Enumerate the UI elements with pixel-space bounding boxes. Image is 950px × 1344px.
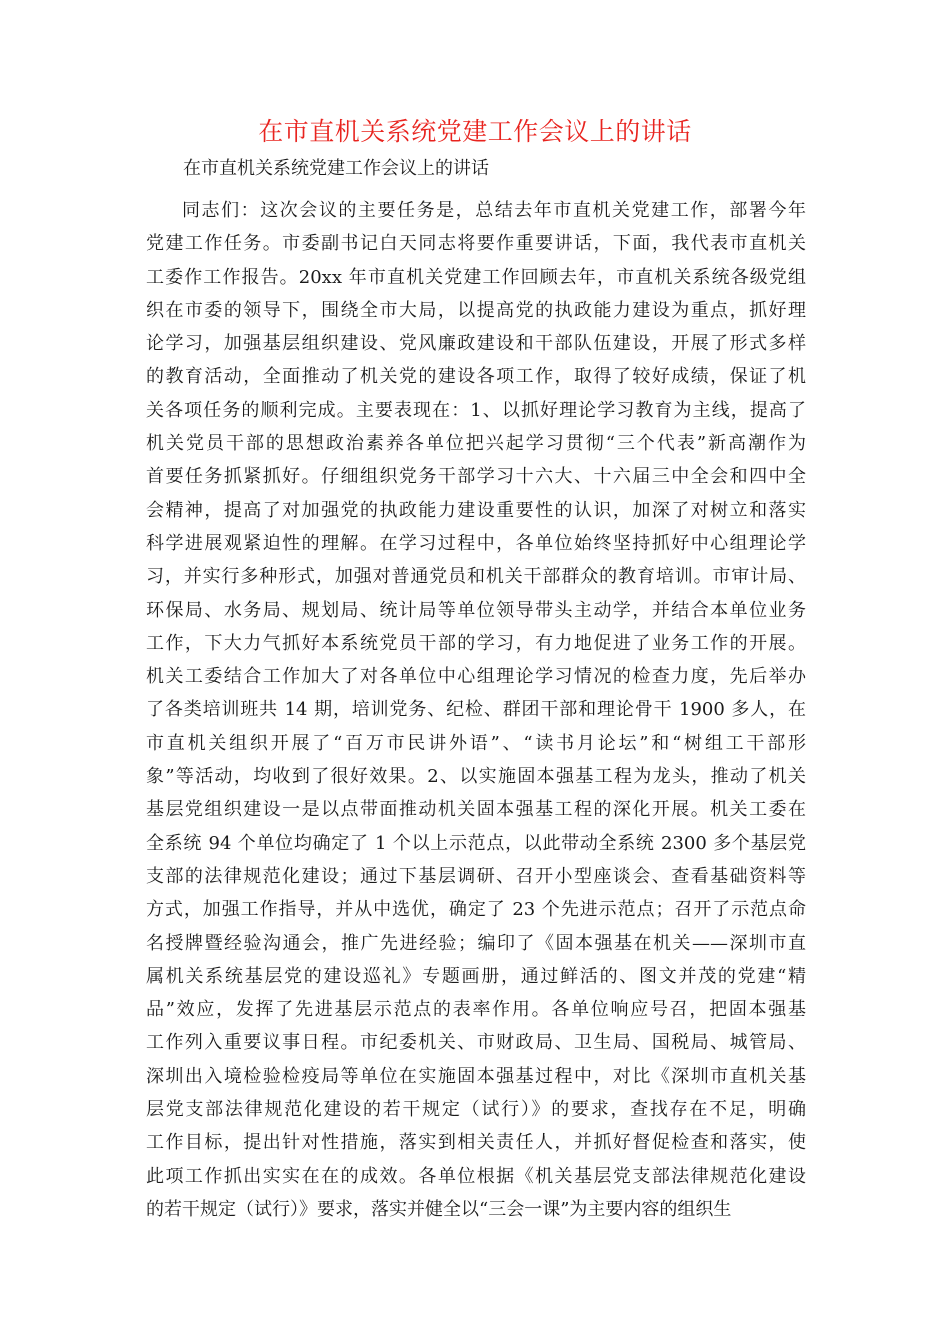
body-line: 会精神，提高了对加强党的执政能力建设重要性的认识，加深了对树立和落实 <box>146 499 806 521</box>
body-line: 方式，加强工作指导，并从中选优，确定了 23 个先进示范点；召开了示范点命 <box>146 899 806 921</box>
body-line: 了各类培训班共 14 期，培训党务、纪检、群团干部和理论骨干 1900 多人，在 <box>146 699 806 721</box>
body-line: 同志们：这次会议的主要任务是，总结去年市直机关党建工作，部署今年 <box>182 200 806 221</box>
body-line: 科学进展观紧迫性的理解。在学习过程中，各单位始终坚持抓好中心组理论学 <box>146 532 806 554</box>
body-line: 工作目标，提出针对性措施，落实到相关责任人，并抓好督促检查和落实，使 <box>146 1132 806 1154</box>
body-line: 品”效应，发挥了先进基层示范点的表率作用。各单位响应号召，把固本强基 <box>146 999 806 1021</box>
body-line: 此项工作抓出实实在在的成效。各单位根据《机关基层党支部法律规范化建设 <box>146 1165 806 1187</box>
body-line: 基层党组织建设一是以点带面推动机关固本强基工程的深化开展。机关工委在 <box>146 799 806 821</box>
body-line: 关各项任务的顺利完成。主要表现在：1、以抓好理论学习教育为主线，提高了 <box>146 399 806 421</box>
body-line: 工委作工作报告。20xx 年市直机关党建工作回顾去年，市直机关系统各级党组 <box>146 266 806 288</box>
body-line: 机关党员干部的思想政治素养各单位把兴起学习贯彻“三个代表”新高潮作为 <box>146 433 806 455</box>
body-line: 的教育活动，全面推动了机关党的建设各项工作，取得了较好成绩，保证了机 <box>146 366 806 388</box>
document-title: 在市直机关系统党建工作会议上的讲话 <box>258 117 692 146</box>
body-line: 的若干规定（试行）》要求，落实并健全以“三会一课”为主要内容的组织生 <box>146 1198 732 1220</box>
body-line: 象”等活动，均收到了很好效果。2、以实施固本强基工程为龙头，推动了机关 <box>146 766 806 788</box>
document-subtitle: 在市直机关系统党建工作会议上的讲话 <box>183 158 489 179</box>
body-line: 环保局、水务局、规划局、统计局等单位领导带头主动学，并结合本单位业务 <box>146 599 806 621</box>
body-line: 属机关系统基层党的建设巡礼》专题画册，通过鲜活的、图文并茂的党建“精 <box>146 965 806 987</box>
document-body <box>146 194 806 1226</box>
body-line: 支部的法律规范化建设；通过下基层调研、召开小型座谈会、查看基础资料等 <box>146 865 806 887</box>
body-line: 层党支部法律规范化建设的若干规定（试行）》的要求，查找存在不足，明确 <box>146 1099 806 1121</box>
body-line: 全系统 94 个单位均确定了 1 个以上示范点，以此带动全系统 2300 多个基层党 <box>146 832 806 854</box>
body-line: 机关工委结合工作加大了对各单位中心组理论学习情况的检查力度，先后举办 <box>146 666 806 688</box>
body-line: 首要任务抓紧抓好。仔细组织党务干部学习十六大、十六届三中全会和四中全 <box>146 466 806 488</box>
body-line: 论学习，加强基层组织建设、党风廉政建设和干部队伍建设，开展了形式多样 <box>146 333 806 355</box>
body-line: 名授牌暨经验沟通会，推广先进经验；编印了《固本强基在机关——深圳市直 <box>146 932 806 954</box>
body-line: 工作，下大力气抓好本系统党员干部的学习，有力地促进了业务工作的开展。 <box>146 632 806 654</box>
body-line: 工作列入重要议事日程。市纪委机关、市财政局、卫生局、国税局、城管局、 <box>146 1032 806 1054</box>
body-line: 市直机关组织开展了“百万市民讲外语”、“读书月论坛”和“树组工干部形 <box>146 732 806 754</box>
body-line: 深圳出入境检验检疫局等单位在实施固本强基过程中，对比《深圳市直机关基 <box>146 1065 806 1087</box>
body-line: 习，并实行多种形式，加强对普通党员和机关干部群众的教育培训。市审计局、 <box>146 566 806 588</box>
body-line: 党建工作任务。市委副书记白天同志将要作重要讲话，下面，我代表市直机关 <box>146 233 806 255</box>
body-line: 织在市委的领导下，围绕全市大局，以提高党的执政能力建设为重点，抓好理 <box>146 299 806 321</box>
